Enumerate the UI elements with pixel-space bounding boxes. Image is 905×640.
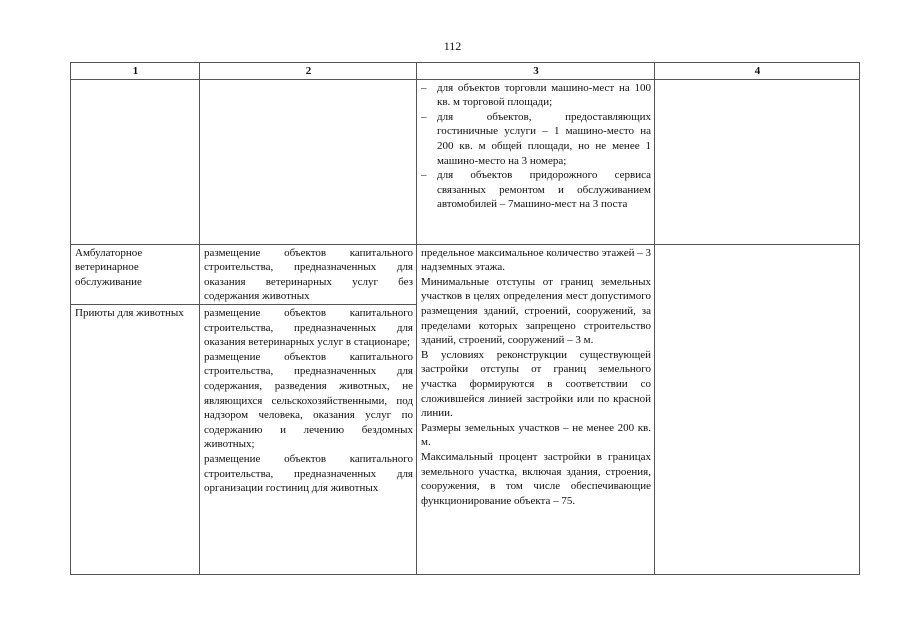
page-number: 112	[443, 39, 462, 53]
use-name-shelters: Приюты для животных	[71, 304, 200, 574]
row-ambulatory-vet	[71, 244, 860, 304]
param-setbacks: Минимальные отступы от границ земельных участков в целях определения мест допустимого размещения зданий, строений, сооружений, за пределами которых запрещено строительство зданий, строений, сооружений – 3 м.	[421, 275, 651, 347]
header-col-3: 3	[417, 63, 655, 80]
param-coverage: Максимальный процент застройки в границах земельного участка, включая здания, строения, сооружения, в том числе обеспечивающие функционирование объекта – 75.	[421, 450, 651, 507]
use-desc-shelters	[200, 304, 417, 574]
param-plot-size: Размеры земельных участков – не менее 200 кв. м.	[421, 421, 651, 449]
use-desc-ambulatory: размещение объектов капитального строительства, предназначенных для оказания ветеринарных услуг без содержания животных	[200, 244, 417, 304]
header-row	[71, 63, 860, 80]
continuation-row	[71, 79, 860, 244]
parking-bullet: – для объектов придорожного сервиса связанных ремонтом и обслуживанием автомобилей – 7машино-мест на 3 поста	[417, 168, 651, 212]
col-4-empty	[655, 244, 860, 574]
shelter-desc-part: размещение объектов капитального строительства, предназначенных для организации гостиниц для животных	[204, 452, 413, 495]
parameters-cell	[417, 244, 655, 574]
parking-bullet-list	[417, 81, 651, 212]
shelter-desc-part: размещение объектов капитального строительства, предназначенных для оказания ветеринарных услуг в стационаре;	[204, 306, 413, 349]
parking-bullet: – для объектов торговли машино-мест на 100 кв. м торговой площади;	[417, 81, 651, 110]
use-name-ambulatory: Амбулаторное ветеринарное обслуживание	[71, 244, 200, 304]
cont-col-4	[655, 79, 860, 244]
param-reconstruction: В условиях реконструкции существующей застройки отступы от границ земельного участка формируются в соответствии со сложившейся линией застройки или по красной линии.	[421, 348, 651, 420]
header-col-2: 2	[200, 63, 417, 80]
parking-bullet: – для объектов, предоставляющих гостиничные услуги – 1 машино-место на 200 кв. м общей площади, но не менее 1 машино-место на 3 номера;	[417, 110, 651, 168]
cont-col-2	[200, 79, 417, 244]
regulations-table	[70, 62, 860, 575]
header-col-1: 1	[71, 63, 200, 80]
cont-parking-cell	[417, 79, 655, 244]
header-col-4: 4	[655, 63, 860, 80]
shelter-desc-part: размещение объектов капитального строительства, предназначенных для содержания, разведения животных, не являющихся сельскохозяйственными, под надзором человека, оказания услуг по содержанию и лечению бездомных животных;	[204, 350, 413, 451]
param-floors: предельное максимальное количество этажей – 3 надземных этажа.	[421, 246, 651, 274]
cont-col-1	[71, 79, 200, 244]
